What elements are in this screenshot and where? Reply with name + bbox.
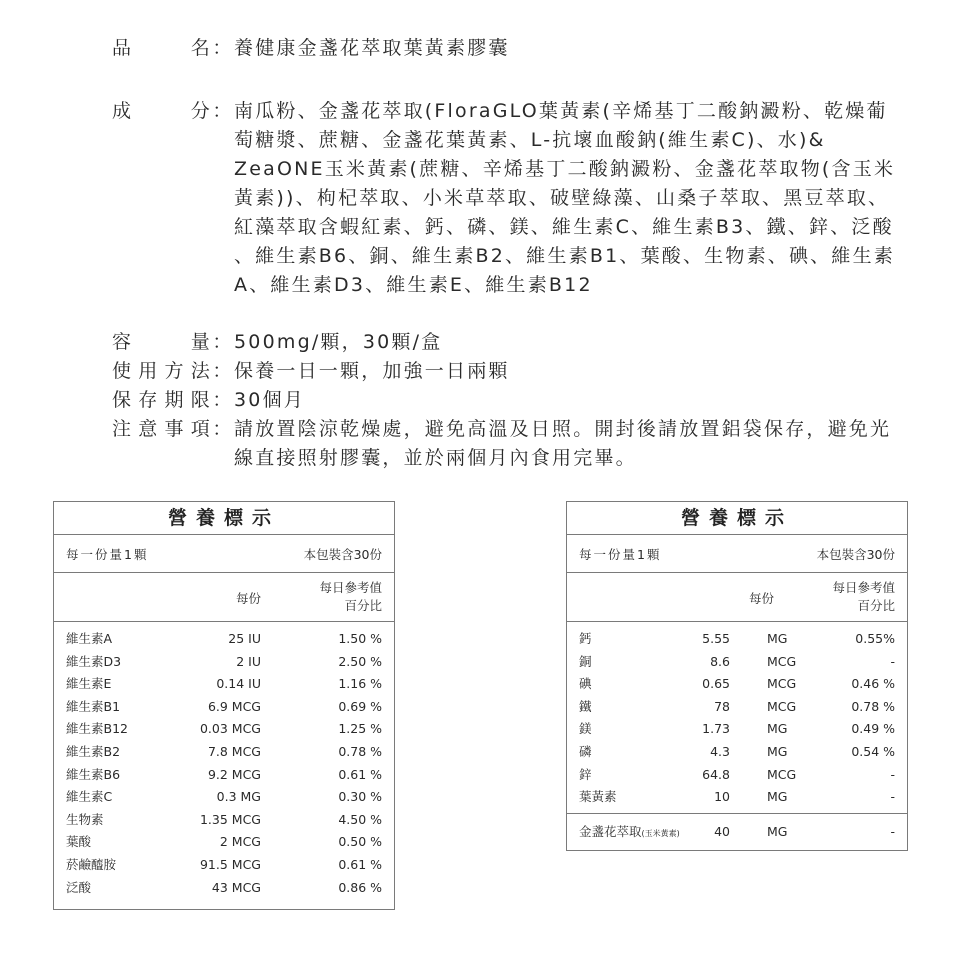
- column-header: [567, 573, 907, 622]
- nutrient-daily-value: 1.16 %: [338, 676, 382, 692]
- nutrient-unit: MG: [767, 721, 788, 737]
- nutrient-daily-value: 0.54 %: [851, 743, 895, 759]
- nutrient-amount: 91.5 MCG: [199, 856, 261, 872]
- nutrition-table-vitamins: [53, 501, 395, 910]
- nutrient-daily-value: -: [890, 766, 895, 782]
- nutrient-daily-value: 1.25 %: [338, 721, 382, 737]
- nutrient-amount: 0.3 MG: [216, 789, 261, 805]
- nutrition-table-minerals: [566, 501, 908, 851]
- nutrient-amount: 64.8: [702, 766, 730, 782]
- nutrient-daily-value: 0.78 %: [338, 743, 382, 759]
- serving-row: [54, 535, 394, 573]
- nutrient-amount: 78: [714, 698, 730, 714]
- nutrient-amount: 2 MCG: [219, 834, 261, 850]
- nutrient-name: 維生素B6: [66, 766, 121, 782]
- nutrient-unit: MCG: [767, 698, 797, 714]
- nutrient-amount: 40: [714, 823, 730, 839]
- shelf-life-label: 保 存 期 限: [112, 389, 212, 411]
- nutrient-name: 葉酸: [66, 834, 92, 850]
- nutrient-daily-value: 1.50 %: [338, 631, 382, 646]
- capacity-value: 500mg/顆，30顆/盒: [234, 331, 443, 353]
- nutrient-daily-value: 0.86 %: [338, 879, 382, 895]
- nutrient-row: [567, 696, 907, 719]
- daily-value-header: 每日參考值 百分比: [319, 580, 382, 613]
- nutrient-row: [567, 786, 907, 809]
- nutrient-name: 菸鹼醯胺: [66, 856, 117, 872]
- nutrient-row: [54, 673, 394, 696]
- usage-value: 保養一日一顆，加強一日兩顆: [234, 360, 510, 382]
- nutrient-name: 維生素B1: [66, 698, 121, 714]
- serving-size: 每一份量1顆: [66, 546, 149, 562]
- nutrient-amount: 1.35 MCG: [199, 811, 261, 827]
- notes-label: 注 意 事 項: [112, 418, 212, 440]
- nutrient-name: 鋅: [579, 766, 592, 782]
- ingredients-row: 成 分 ： 南瓜粉、金盞花萃取(FloraGLO葉黃素(辛烯基丁二酸鈉澱粉、乾燥葡 萄糖漿、蔗糖、金盞花葉黃素、L-抗壞血酸鈉(維生素C)、水)& ZeaONE玉米黃素(蔗糖、辛烯基丁二酸鈉澱粉、金盞花萃取物(含玉米 黃素))、枸杞萃取、小米草萃取、破壁綠藻、山桑子萃取、黑豆萃取、 紅藻萃取含蝦紅素、鈣、磷、鎂、維生素C、維生素B3、鐵、鋅、泛酸 、維生素B6、銅、維生素B2、維生素B1、葉酸、生物素、碘、維生素 A、維生素D3、維生素E、維生素B12: [112, 97, 960, 300]
- notes-value: 請放置陰涼乾燥處，避免高溫及日照。開封後請放置鋁袋保存，避免光 線直接照射膠囊，並於兩個月內食用完畢。: [234, 418, 892, 469]
- nutrient-daily-value: 4.50 %: [338, 811, 382, 827]
- nutrient-row: [54, 651, 394, 674]
- nutrient-amount: 9.2 MCG: [207, 766, 261, 782]
- nutrient-list: [54, 622, 394, 909]
- nutrient-row: [54, 877, 394, 900]
- nutrient-row: [54, 854, 394, 877]
- nutrient-unit: MG: [767, 823, 788, 839]
- nutrient-amount: 5.55: [702, 631, 730, 646]
- nutrient-daily-value: 0.69 %: [338, 698, 382, 714]
- nutrient-row: [54, 831, 394, 854]
- nutrient-name: 維生素B2: [66, 743, 121, 759]
- nutrient-row-marigold-extract: [567, 813, 907, 850]
- nutrient-daily-value: 0.55%: [855, 631, 895, 646]
- nutrient-name: 金盞花萃取(玉米黃素): [579, 823, 680, 839]
- nutrient-name: 維生素D3: [66, 653, 122, 669]
- nutrient-daily-value: 0.30 %: [338, 789, 382, 805]
- nutrient-daily-value: 0.49 %: [851, 721, 895, 737]
- nutrient-name: 葉黃素: [579, 789, 617, 805]
- nutrient-row: [54, 741, 394, 764]
- nutrient-amount: 43 MCG: [211, 879, 261, 895]
- nutrient-amount: 10: [714, 789, 730, 805]
- nutrient-daily-value: 0.46 %: [851, 676, 895, 692]
- nutrient-name: 碘: [579, 676, 592, 692]
- nutrient-row: [567, 741, 907, 764]
- nutrient-name: 鎂: [579, 721, 592, 737]
- product-name-value: 養健康金盞花萃取葉黃素膠囊: [234, 37, 510, 59]
- nutrient-row: [567, 651, 907, 674]
- nutrient-daily-value: 2.50 %: [338, 653, 382, 669]
- nutrient-name: 磷: [579, 743, 592, 759]
- usage-row: 使 用 方 法 ： 保養一日一顆，加強一日兩顆: [112, 357, 960, 386]
- shelf-life-row: 保 存 期 限 ： 30個月: [112, 386, 960, 415]
- nutrient-daily-value: -: [890, 653, 895, 669]
- nutrient-unit: MCG: [767, 766, 797, 782]
- capacity-label: 容 量: [112, 331, 212, 353]
- ingredients-value: 南瓜粉、金盞花萃取(FloraGLO葉黃素(辛烯基丁二酸鈉澱粉、乾燥葡 萄糖漿、蔗糖、金盞花葉黃素、L-抗壞血酸鈉(維生素C)、水)& ZeaONE玉米黃素(蔗糖、辛烯基丁二酸鈉澱粉、金盞花萃取物(含玉米 黃素))、枸杞萃取、小米草萃取、破壁綠藻、山桑子萃取、黑豆萃取、 紅藻萃取含蝦紅素、鈣、磷、鎂、維生素C、維生素B3、鐵、鋅、泛酸 、維生素B6、銅、維生素B2、維生素B1、葉酸、生物素、碘、維生素 A、維生素D3、維生素E、維生素B12: [234, 100, 896, 296]
- nutrient-amount: 6.9 MCG: [207, 698, 261, 714]
- nutrient-unit: MCG: [767, 653, 797, 669]
- nutrient-row: [567, 673, 907, 696]
- servings-per-pack: 本包裝含30份: [303, 546, 382, 562]
- product-name-label: 品 名: [112, 37, 212, 59]
- nutrient-amount: 4.3: [710, 743, 730, 759]
- nutrient-amount: 2 IU: [236, 653, 261, 669]
- nutrient-row: [567, 764, 907, 787]
- nutrient-name: 維生素B12: [66, 721, 128, 737]
- servings-per-pack: 本包裝含30份: [816, 546, 895, 562]
- nutrient-unit: MG: [767, 631, 788, 646]
- daily-value-header: 每日參考值 百分比: [832, 580, 895, 613]
- nutrient-row: [567, 718, 907, 741]
- per-serving-header: 每份: [748, 591, 774, 606]
- nutrient-amount: 8.6: [710, 653, 730, 669]
- nutrient-row: [54, 764, 394, 787]
- serving-size: 每一份量1顆: [579, 546, 662, 562]
- nutrient-row: [54, 809, 394, 832]
- nutrient-daily-value: -: [890, 789, 895, 805]
- nutrient-row: [54, 718, 394, 741]
- nutrient-row: [567, 628, 907, 651]
- nutrient-name: 鈣: [579, 631, 592, 646]
- per-serving-header: 每份: [235, 591, 261, 606]
- column-header: [54, 573, 394, 622]
- notes-row: 注 意 事 項 ： 請放置陰涼乾燥處，避免高溫及日照。開封後請放置鋁袋保存，避免光 線直接照射膠囊，並於兩個月內食用完畢。: [112, 415, 960, 473]
- nutrient-row: [54, 628, 394, 651]
- nutrient-amount: 1.73: [702, 721, 730, 737]
- nutrient-daily-value: 0.61 %: [338, 856, 382, 872]
- shelf-life-value: 30個月: [234, 389, 305, 411]
- nutrient-name: 維生素A: [66, 631, 113, 646]
- product-name-row: 品 名 ： 養健康金盞花萃取葉黃素膠囊: [112, 34, 960, 63]
- nutrient-name: 維生素E: [66, 676, 112, 692]
- capacity-row: 容 量 ： 500mg/顆，30顆/盒: [112, 328, 960, 357]
- nutrient-unit: MG: [767, 743, 788, 759]
- ingredients-label: 成 分: [112, 100, 212, 122]
- nutrient-amount: 7.8 MCG: [207, 743, 261, 759]
- serving-row: [567, 535, 907, 573]
- nutrient-list: [567, 622, 907, 813]
- nutrient-name: 泛酸: [66, 879, 92, 895]
- nutrient-name: 鐵: [579, 698, 592, 714]
- nutrient-unit: MG: [767, 789, 788, 805]
- nutrition-title: 營養標示: [567, 502, 907, 535]
- nutrient-row: [54, 696, 394, 719]
- nutrient-unit: MCG: [767, 676, 797, 692]
- nutrient-row: [54, 786, 394, 809]
- nutrient-amount: 0.03 MCG: [199, 721, 261, 737]
- nutrient-name: 維生素C: [66, 789, 113, 805]
- usage-label: 使 用 方 法: [112, 360, 212, 382]
- nutrient-daily-value: 0.50 %: [338, 834, 382, 850]
- nutrient-name: 銅: [579, 653, 592, 669]
- nutrient-daily-value: -: [890, 823, 895, 839]
- nutrient-daily-value: 0.78 %: [851, 698, 895, 714]
- nutrient-daily-value: 0.61 %: [338, 766, 382, 782]
- nutrient-name: 生物素: [66, 811, 104, 827]
- nutrient-amount: 25 IU: [228, 631, 261, 646]
- nutrition-title: 營養標示: [54, 502, 394, 535]
- nutrient-amount: 0.14 IU: [216, 676, 261, 692]
- nutrient-amount: 0.65: [702, 676, 730, 692]
